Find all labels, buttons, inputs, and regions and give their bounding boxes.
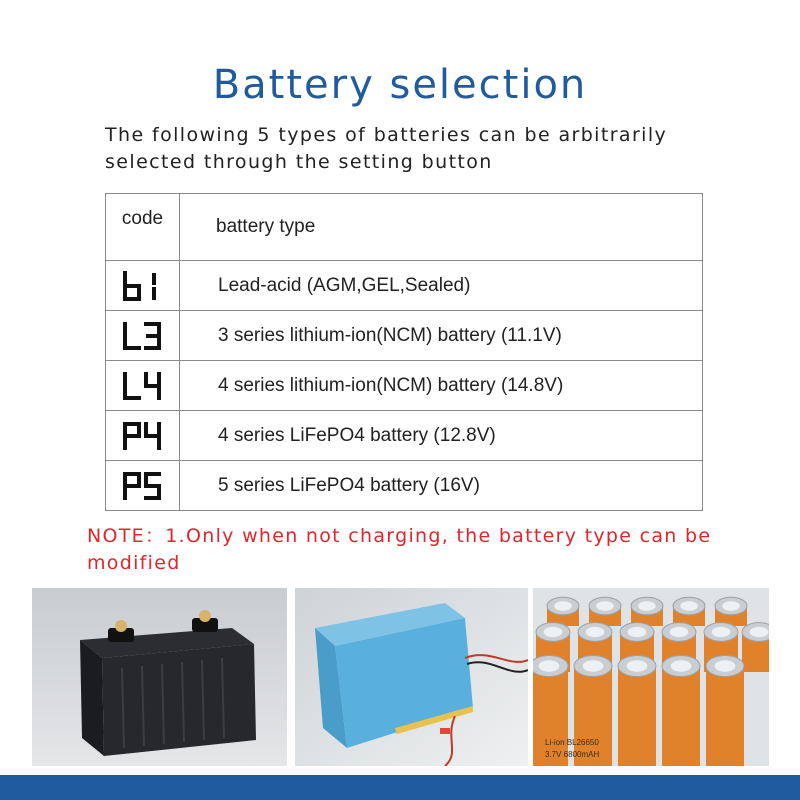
code-column-header: code: [106, 194, 180, 261]
lifepo4-pack-photo: [295, 588, 528, 766]
battery-type-column-header: battery type: [180, 194, 703, 261]
li-ion-cells-photo: [533, 588, 769, 766]
table-row: [106, 311, 703, 361]
battery-type-3s-li-ion: 3 series lithium-ion(NCM) battery (11.1V): [180, 311, 703, 361]
page-subtitle: The following 5 types of batteries can be arbitrarily selected through the setting button: [105, 124, 668, 173]
segment-display-l4-icon: [121, 370, 165, 402]
battery-type-table: [105, 193, 703, 511]
segment-display-p5-icon: [121, 470, 165, 502]
code-l3-display: [106, 311, 180, 361]
page-title: Battery selection: [212, 62, 588, 108]
battery-type-5s-lifepo4: 5 series LiFePO4 battery (16V): [180, 461, 703, 511]
battery-type-4s-lifepo4: 4 series LiFePO4 battery (12.8V): [180, 411, 703, 461]
table-row: [106, 361, 703, 411]
table-row: [106, 261, 703, 311]
table-row: [106, 461, 703, 511]
battery-type-lead-acid: Lead-acid (AGM,GEL,Sealed): [180, 261, 703, 311]
code-p4-display: [106, 411, 180, 461]
table-row: [106, 411, 703, 461]
battery-type-4s-li-ion: 4 series lithium-ion(NCM) battery (14.8V): [180, 361, 703, 411]
cell-label-capacity: 3.7V 6800mAH: [545, 750, 600, 759]
table-header-row: [106, 194, 703, 261]
code-l4-display: [106, 361, 180, 411]
lead-acid-battery-photo: [32, 588, 287, 766]
note-text: NOTE：1.Only when not charging, the battery type can be modified: [87, 525, 712, 574]
code-b1-display: [106, 261, 180, 311]
segment-display-b1-icon: [121, 270, 165, 302]
code-p5-display: [106, 461, 180, 511]
cell-label-model: Li-ion BL26650: [545, 738, 599, 747]
bottom-bar: [0, 775, 800, 800]
segment-display-p4-icon: [121, 420, 165, 452]
segment-display-l3-icon: [121, 320, 165, 352]
